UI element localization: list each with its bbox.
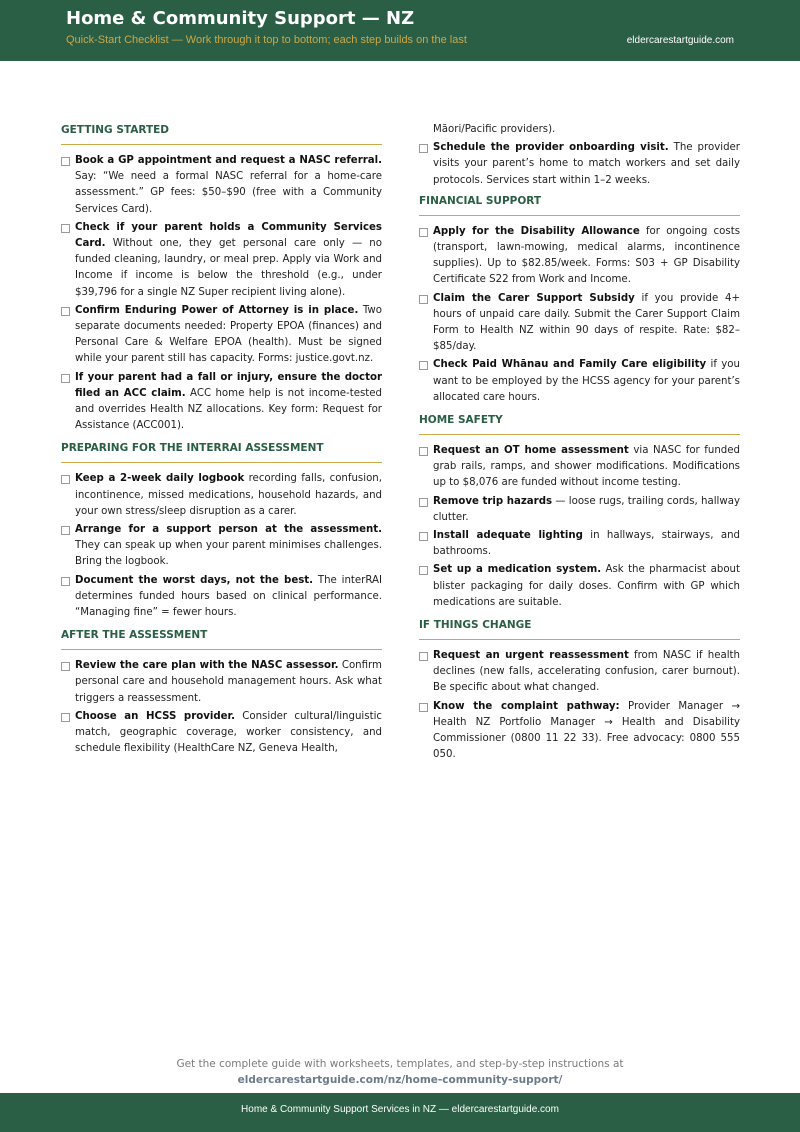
checkbox[interactable] <box>419 295 428 304</box>
checkbox[interactable] <box>419 144 428 153</box>
checkbox[interactable] <box>419 498 428 507</box>
section-title: HOME SAFETY <box>419 414 740 435</box>
checkbox[interactable] <box>61 526 70 535</box>
section-title: AFTER THE ASSESSMENT <box>61 629 382 650</box>
checkbox[interactable] <box>419 361 428 370</box>
checkbox[interactable] <box>61 577 70 586</box>
right-column <box>419 122 740 772</box>
checklist-item: Request an OT home assessment via NASC for funded grab rails, ramps, and shower modifications. Modifications up to $8,076 are funded without income testing. <box>419 443 740 492</box>
section-title: IF THINGS CHANGE <box>419 619 740 640</box>
checklist-item: Book a GP appointment and request a NASC referral. Say: “We need a formal NASC referral for a home-care assessment.” GP fees: $50–$90 (free with a Community Services Card). <box>61 153 382 218</box>
checkbox[interactable] <box>419 228 428 237</box>
checklist-item: Review the care plan with the NASC assessor. Confirm personal care and household management hours. Ask what triggers a reassessment. <box>61 658 382 707</box>
checklist-item: Arrange for a support person at the assessment. They can speak up when your parent minimises challenges. Bring the logbook. <box>61 522 382 571</box>
checklist-item: Confirm Enduring Power of Attorney is in place. Two separate documents needed: Property EPOA (finances) and Personal Care & Welfare EPOA (health). Must be signed while your parent still has capacity. Forms: justice.govt.nz. <box>61 303 382 368</box>
checkbox[interactable] <box>419 447 428 456</box>
checklist-item: If your parent had a fall or injury, ensure the doctor filed an ACC claim. ACC home help is not income-tested and overrides Health NZ allocations. Key form: Request for Assistance (ACC001). <box>61 370 382 435</box>
section-title: FINANCIAL SUPPORT <box>419 195 740 216</box>
checklist-item: Know the complaint pathway: Provider Manager → Health NZ Portfolio Manager → Health and Disability Commissioner (0800 11 22 33). Free advocacy: 0800 555 050. <box>419 699 740 764</box>
section-interrai <box>61 442 382 621</box>
checklist-item: Remove trip hazards — loose rugs, trailing cords, hallway clutter. <box>419 494 740 526</box>
checkbox[interactable] <box>61 713 70 722</box>
section-title: GETTING STARTED <box>61 124 382 145</box>
checkbox[interactable] <box>61 224 70 233</box>
footer-guide-link[interactable]: eldercarestartguide.com/nz/home-community-support/ <box>237 1074 563 1086</box>
checklist-item: Set up a medication system. Ask the pharmacist about blister packaging for daily doses. Confirm with GP which medications are suitable. <box>419 562 740 611</box>
section-home-safety <box>419 414 740 611</box>
checkbox[interactable] <box>419 703 428 712</box>
section-getting-started <box>61 124 382 434</box>
checklist-item: Apply for the Disability Allowance for ongoing costs (transport, lawn-mowing, medical alarms, incontinence supplies). Up to $82.85/week. Forms: S03 + GP Disability Certificate S22 from Work and Income. <box>419 224 740 289</box>
section-after-assessment <box>61 629 382 757</box>
checkbox[interactable] <box>419 566 428 575</box>
footer-note <box>0 1056 800 1088</box>
checklist-item: Schedule the provider onboarding visit. The provider visits your parent’s home to match workers and set daily protocols. Services start within 1–2 weeks. <box>419 140 740 189</box>
footer-bar-text: Home & Community Support Services in NZ — eldercarestartguide.com <box>241 1104 559 1115</box>
page-subtitle: Quick-Start Checklist — Work through it top to bottom; each step builds on the last <box>66 34 467 46</box>
page-header <box>0 0 800 61</box>
checkbox[interactable] <box>61 374 70 383</box>
checklist-item: Check Paid Whānau and Family Care eligibility if you want to be employed by the HCSS agency for your parent’s allocated care hours. <box>419 357 740 406</box>
section-if-things-change <box>419 619 740 763</box>
footer-note-text: Get the complete guide with worksheets, templates, and step-by-step instructions at <box>176 1058 624 1070</box>
checklist-item: Install adequate lighting in hallways, stairways, and bathrooms. <box>419 528 740 560</box>
checkbox[interactable] <box>61 475 70 484</box>
header-site-link[interactable]: eldercarestartguide.com <box>626 35 734 46</box>
checkbox[interactable] <box>61 307 70 316</box>
section-title: PREPARING FOR THE INTERRAI ASSESSMENT <box>61 442 382 463</box>
left-column <box>61 122 382 766</box>
checklist-item: Keep a 2-week daily logbook recording falls, confusion, incontinence, missed medications, household hazards, and your own stress/sleep disruption as a carer. <box>61 471 382 520</box>
checkbox[interactable] <box>61 662 70 671</box>
checklist-item: Check if your parent holds a Community Services Card. Without one, they get personal care only — no funded cleaning, laundry, or meal prep. Apply via Work and Income if income is below the threshold (e.g., under $39,796 for a single NZ Super recipient living alone). <box>61 220 382 301</box>
checkbox[interactable] <box>419 652 428 661</box>
checkbox[interactable] <box>419 532 428 541</box>
checklist-item: Claim the Carer Support Subsidy if you provide 4+ hours of unpaid care daily. Submit the Carer Support Claim Form to Health NZ within 90 days of respite. Rate: $82–$85/day. <box>419 291 740 356</box>
checkbox[interactable] <box>61 157 70 166</box>
footer-bar <box>0 1093 800 1132</box>
item-continuation: Māori/Pacific providers). <box>433 124 556 135</box>
section-financial <box>419 195 740 406</box>
page-title: Home & Community Support — NZ <box>66 8 415 29</box>
checklist-item: Request an urgent reassessment from NASC if health declines (new falls, accelerating confusion, carer burnout). Be specific about what changed. <box>419 648 740 697</box>
checklist-item: Document the worst days, not the best. The interRAI determines funded hours based on clinical performance. “Managing fine” = fewer hours. <box>61 573 382 622</box>
checklist-item: Choose an HCSS provider. Consider cultural/linguistic match, geographic coverage, worker consistency, and schedule flexibility (HealthCare NZ, Geneva Health, <box>61 709 382 758</box>
